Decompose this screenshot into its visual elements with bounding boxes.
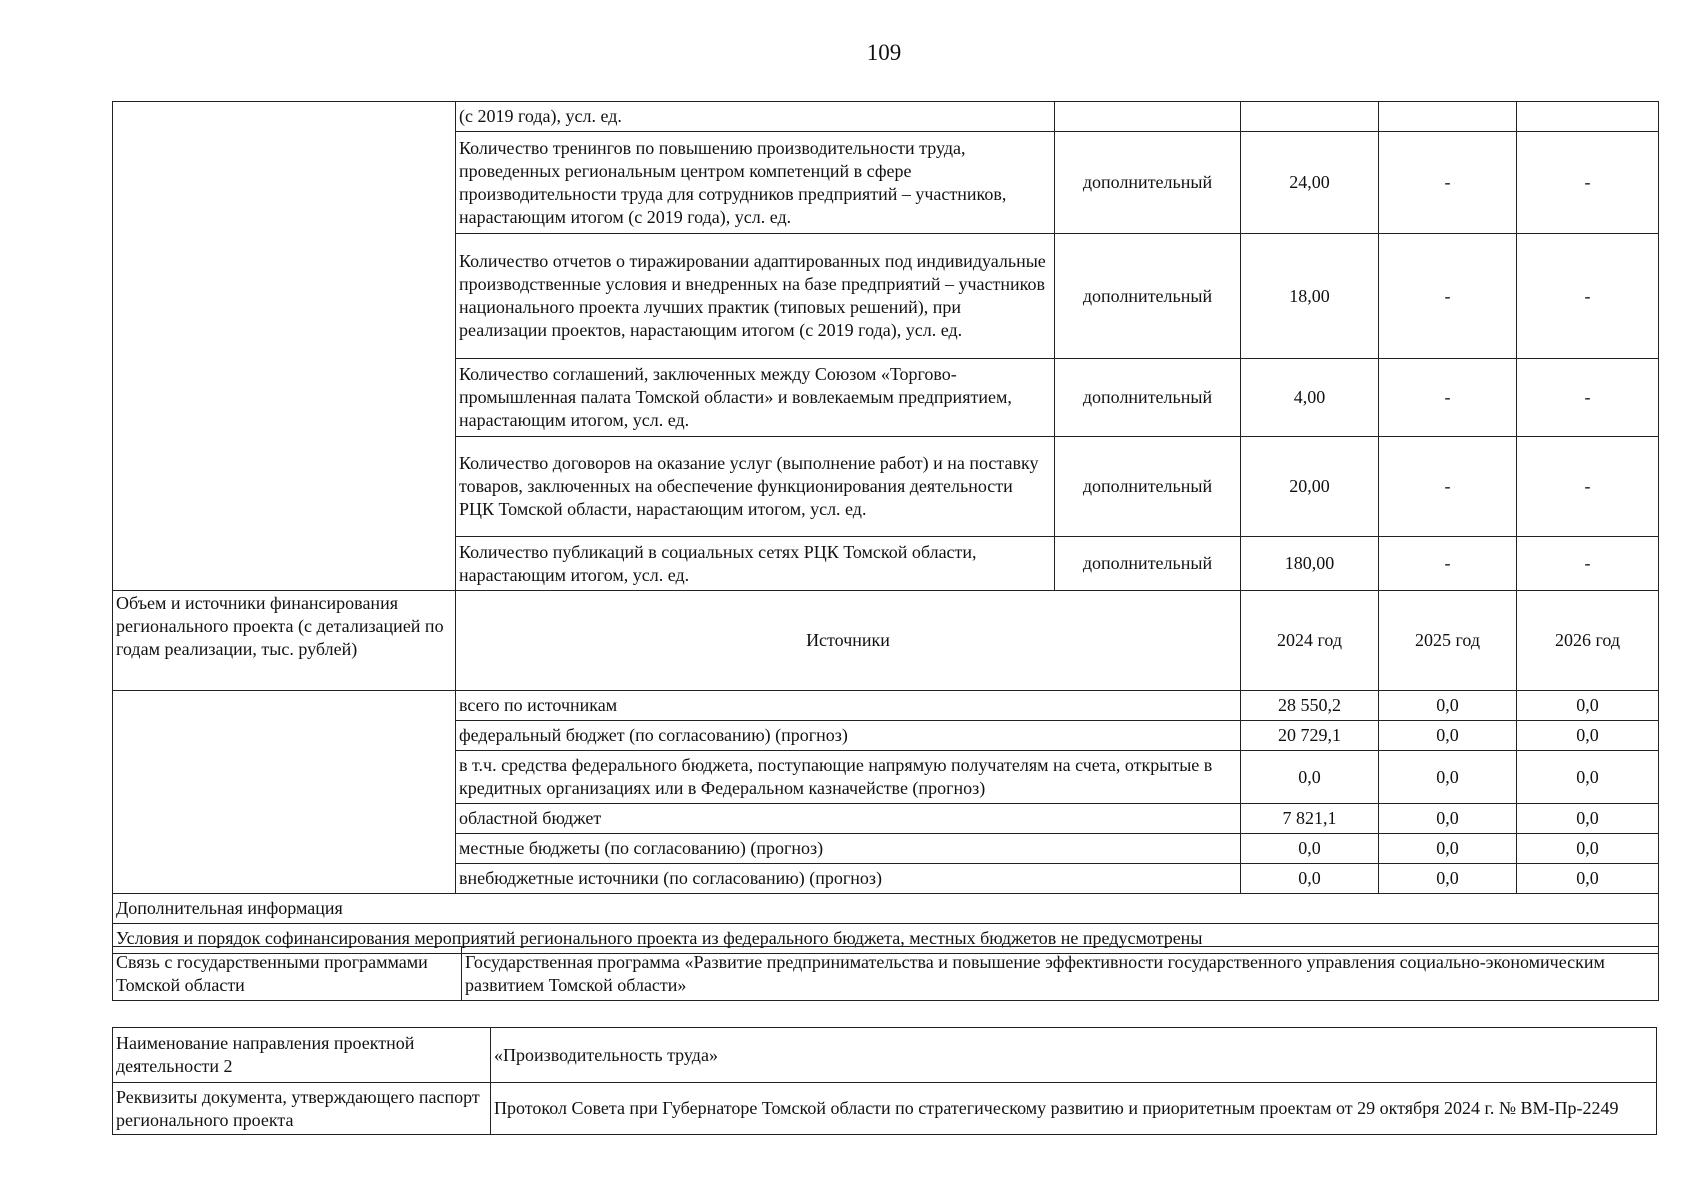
indicator-name: (с 2019 года), усл. ед. — [456, 102, 1055, 132]
financing-value-2026: 0,0 — [1517, 751, 1659, 804]
financing-value-2024: 0,0 — [1241, 751, 1379, 804]
program-link-label: Связь с государственными программами Томской области — [113, 947, 462, 1001]
indicator-type: дополнительный — [1055, 359, 1241, 437]
year-header-2024: 2024 год — [1241, 591, 1379, 691]
indicator-name: Количество отчетов о тиражировании адаптированных под индивидуальные производственные условия и внедренных на базе предприятий – участников национального проекта лучших практик (типовых решений), при реализации проектов, нарастающим итогом (с 2019 года), усл. ед. — [456, 234, 1055, 359]
financing-value-2024: 0,0 — [1241, 864, 1379, 894]
indicator-value-2024: 24,00 — [1241, 132, 1379, 234]
project-table — [112, 101, 1659, 954]
financing-value-2026: 0,0 — [1517, 834, 1659, 864]
indicator-label-cell-empty — [113, 102, 456, 591]
program-link-table — [112, 946, 1659, 1001]
indicator-value-2026: - — [1517, 234, 1659, 359]
financing-value-2024: 7 821,1 — [1241, 804, 1379, 834]
financing-value-2026: 0,0 — [1517, 721, 1659, 751]
financing-value-2024: 20 729,1 — [1241, 721, 1379, 751]
financing-value-2026: 0,0 — [1517, 864, 1659, 894]
year-header-2026: 2026 год — [1517, 591, 1659, 691]
financing-value-2025: 0,0 — [1379, 864, 1517, 894]
financing-label: Объем и источники финансирования регионального проекта (с детализацией по годам реализации, тыс. рублей) — [113, 591, 456, 691]
direction-table — [112, 1027, 1657, 1135]
indicator-value-2026: - — [1517, 537, 1659, 591]
financing-header-row — [113, 591, 1659, 691]
indicator-value-2025: - — [1379, 437, 1517, 537]
indicator-value-2024: 180,00 — [1241, 537, 1379, 591]
cofinancing-text: Условия и порядок софинансирования мероприятий регионального проекта из федерального бюджета, местных бюджетов не предусмотрены — [113, 924, 1659, 954]
page-number: 109 — [866, 40, 902, 65]
indicator-value-2025: - — [1379, 234, 1517, 359]
financing-value-2026: 0,0 — [1517, 804, 1659, 834]
financing-value-2025: 0,0 — [1379, 804, 1517, 834]
financing-source: всего по источникам — [456, 691, 1241, 721]
program-link-row — [113, 947, 1659, 1001]
financing-value-2025: 0,0 — [1379, 691, 1517, 721]
indicator-value-2026: - — [1517, 359, 1659, 437]
direction-doc-value: Протокол Совета при Губернаторе Томской области по стратегическому развитию и приоритетным проектам от 29 октября 2024 г. № ВМ-Пр-2249 — [491, 1083, 1657, 1135]
indicator-type: дополнительный — [1055, 537, 1241, 591]
financing-source: местные бюджеты (по согласованию) (прогноз) — [456, 834, 1241, 864]
direction-doc-row — [113, 1083, 1657, 1135]
financing-value-2025: 0,0 — [1379, 721, 1517, 751]
financing-label-cell-empty — [113, 691, 456, 894]
indicator-value-2026: - — [1517, 437, 1659, 537]
program-link-value: Государственная программа «Развитие предпринимательства и повышение эффективности государственного управления социально-экономическим развитием Томской области» — [462, 947, 1659, 1001]
direction-doc-label: Реквизиты документа, утверждающего паспорт регионального проекта — [113, 1083, 491, 1135]
financing-value-2024: 0,0 — [1241, 834, 1379, 864]
indicator-type: дополнительный — [1055, 132, 1241, 234]
financing-value-2025: 0,0 — [1379, 834, 1517, 864]
direction-name-value: «Производительность труда» — [491, 1028, 1657, 1083]
indicator-row-fragment — [113, 102, 1659, 132]
indicator-value-2024: 4,00 — [1241, 359, 1379, 437]
indicator-value-2025: - — [1379, 359, 1517, 437]
indicator-name: Количество тренингов по повышению производительности труда, проведенных региональным центром компетенций в сфере производительности труда для сотрудников предприятий – участников, нарастающим итогом (с 2019 года), усл. ед. — [456, 132, 1055, 234]
additional-info-title: Дополнительная информация — [113, 894, 1659, 924]
financing-row — [113, 691, 1659, 721]
financing-source: федеральный бюджет (по согласованию) (прогноз) — [456, 721, 1241, 751]
indicator-type: дополнительный — [1055, 437, 1241, 537]
indicator-name: Количество договоров на оказание услуг (выполнение работ) и на поставку товаров, заключенных на обеспечение функционирования деятельности РЦК Томской области, нарастающим итогом, усл. ед. — [456, 437, 1055, 537]
indicator-name: Количество соглашений, заключенных между Союзом «Торгово-промышленная палата Томской области» и вовлекаемым предприятием, нарастающим итогом, усл. ед. — [456, 359, 1055, 437]
indicator-value-2025: - — [1379, 132, 1517, 234]
financing-value-2025: 0,0 — [1379, 751, 1517, 804]
year-header-2025: 2025 год — [1379, 591, 1517, 691]
financing-source: областной бюджет — [456, 804, 1241, 834]
financing-source: внебюджетные источники (по согласованию) (прогноз) — [456, 864, 1241, 894]
additional-info-row — [113, 894, 1659, 924]
indicator-value-2026: - — [1517, 132, 1659, 234]
financing-value-2026: 0,0 — [1517, 691, 1659, 721]
sources-header: Источники — [456, 591, 1241, 691]
indicator-value-2024: 20,00 — [1241, 437, 1379, 537]
indicator-value-2025: - — [1379, 537, 1517, 591]
direction-name-row — [113, 1028, 1657, 1083]
indicator-type: дополнительный — [1055, 234, 1241, 359]
financing-source: в т.ч. средства федерального бюджета, поступающие напрямую получателям на счета, открытые в кредитных организациях или в Федеральном казначействе (прогноз) — [456, 751, 1241, 804]
direction-name-label: Наименование направления проектной деятельности 2 — [113, 1028, 491, 1083]
indicator-value-2024: 18,00 — [1241, 234, 1379, 359]
financing-value-2024: 28 550,2 — [1241, 691, 1379, 721]
indicator-name: Количество публикаций в социальных сетях РЦК Томской области, нарастающим итогом, усл. ед. — [456, 537, 1055, 591]
